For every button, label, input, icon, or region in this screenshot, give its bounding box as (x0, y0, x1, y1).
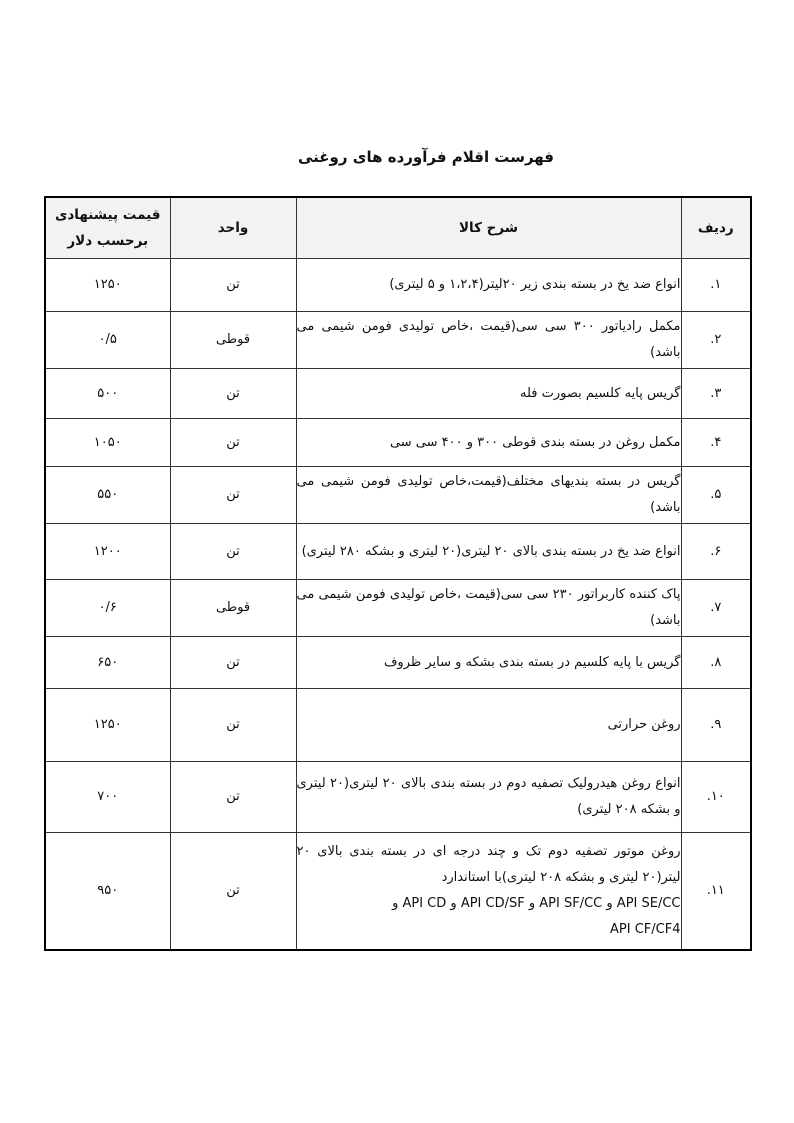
row-description: مکمل رادیاتور ۳۰۰ سی سی(قیمت ،خاص تولیدی فومن شیمی می باشد) (296, 312, 681, 369)
header-price-line1: قیمت پیشنهادی (54, 207, 161, 223)
table-row (45, 762, 751, 833)
table-row (45, 689, 751, 762)
page-title: فهرست اقلام فرآورده های روغنی (297, 148, 554, 166)
header-price-line2: برحسب دلار (67, 233, 149, 249)
header-description: شرح کالا (296, 197, 681, 259)
row-description-standards-cont: API CF/CF4 (610, 921, 681, 937)
row-description: انواع ضد یخ در بسته بندی بالای ۲۰ لیتری(۲۰ لیتری و بشکه ۲۸۰ لیتری) (296, 524, 681, 580)
row-unit: تن (170, 524, 296, 580)
header-row-number: ردیف (681, 197, 751, 259)
row-unit: تن (170, 259, 296, 312)
row-number: ۷. (681, 580, 751, 637)
table-row (45, 524, 751, 580)
row-number: ۲. (681, 312, 751, 369)
row-description: گریس پایه کلسیم بصورت فله (296, 369, 681, 419)
row-unit: تن (170, 833, 296, 950)
table-row (45, 637, 751, 689)
row-unit: تن (170, 467, 296, 524)
row-description (296, 833, 681, 950)
row-price: ۱۲۰۰ (45, 524, 170, 580)
row-description: انواع ضد یخ در بسته بندی زیر ۲۰لیتر(۱،۲،۴ و ۵ لیتری) (296, 259, 681, 312)
table-row (45, 580, 751, 637)
row-unit: تن (170, 369, 296, 419)
row-price: ۷۰۰ (45, 762, 170, 833)
row-unit: تن (170, 637, 296, 689)
row-price: ۱۲۵۰ (45, 259, 170, 312)
row-number: ۱۰. (681, 762, 751, 833)
header-price (45, 197, 170, 259)
row-description: پاک کننده کاربراتور ۲۳۰ سی سی(قیمت ،خاص تولیدی فومن شیمی می باشد) (296, 580, 681, 637)
row-number: ۹. (681, 689, 751, 762)
row-price: ۶۵۰ (45, 637, 170, 689)
table-row (45, 419, 751, 467)
row-number: ۶. (681, 524, 751, 580)
row-number: ۱. (681, 259, 751, 312)
row-price: ۹۵۰ (45, 833, 170, 950)
row-unit: قوطی (170, 580, 296, 637)
table-row (45, 833, 751, 950)
table-row (45, 259, 751, 312)
row-description: مکمل روغن در بسته بندی قوطی ۳۰۰ و ۴۰۰ سی سی (296, 419, 681, 467)
row-unit: تن (170, 419, 296, 467)
products-table (44, 196, 752, 951)
row-description: روغن حرارتی (296, 689, 681, 762)
row-unit: تن (170, 689, 296, 762)
row-price: ۵۰۰ (45, 369, 170, 419)
row-description-line: روغن موتور تصفیه دوم تک و چند درجه ای در بسته بندی بالای ۲۰ لیتر(۲۰ لیتری و بشکه ۲۰۸ لیتری)با استاندارد (296, 843, 681, 885)
table-row (45, 467, 751, 524)
row-price: ۱۰۵۰ (45, 419, 170, 467)
row-number: ۵. (681, 467, 751, 524)
row-unit: قوطی (170, 312, 296, 369)
row-price: ۱۲۵۰ (45, 689, 170, 762)
row-number: ۳. (681, 369, 751, 419)
row-price: ۰/۵ (45, 312, 170, 369)
row-price: ۰/۶ (45, 580, 170, 637)
table-row (45, 369, 751, 419)
row-number: ۱۱. (681, 833, 751, 950)
header-unit: واحد (170, 197, 296, 259)
row-unit: تن (170, 762, 296, 833)
row-description: گریس در بسته بندیهای مختلف(قیمت،خاص تولیدی فومن شیمی می باشد) (296, 467, 681, 524)
row-number: ۸. (681, 637, 751, 689)
table-header-row (45, 197, 751, 259)
row-description: گریس با پایه کلسیم در بسته بندی بشکه و سایر ظروف (296, 637, 681, 689)
row-description-standards: API SE/CC و API SF/CC و API CD/SF و API CD و (392, 895, 681, 911)
row-number: ۴. (681, 419, 751, 467)
row-price: ۵۵۰ (45, 467, 170, 524)
table-row (45, 312, 751, 369)
row-description: انواع روغن هیدرولیک تصفیه دوم در بسته بندی بالای ۲۰ لیتری(۲۰ لیتری و بشکه ۲۰۸ لیتری) (296, 762, 681, 833)
